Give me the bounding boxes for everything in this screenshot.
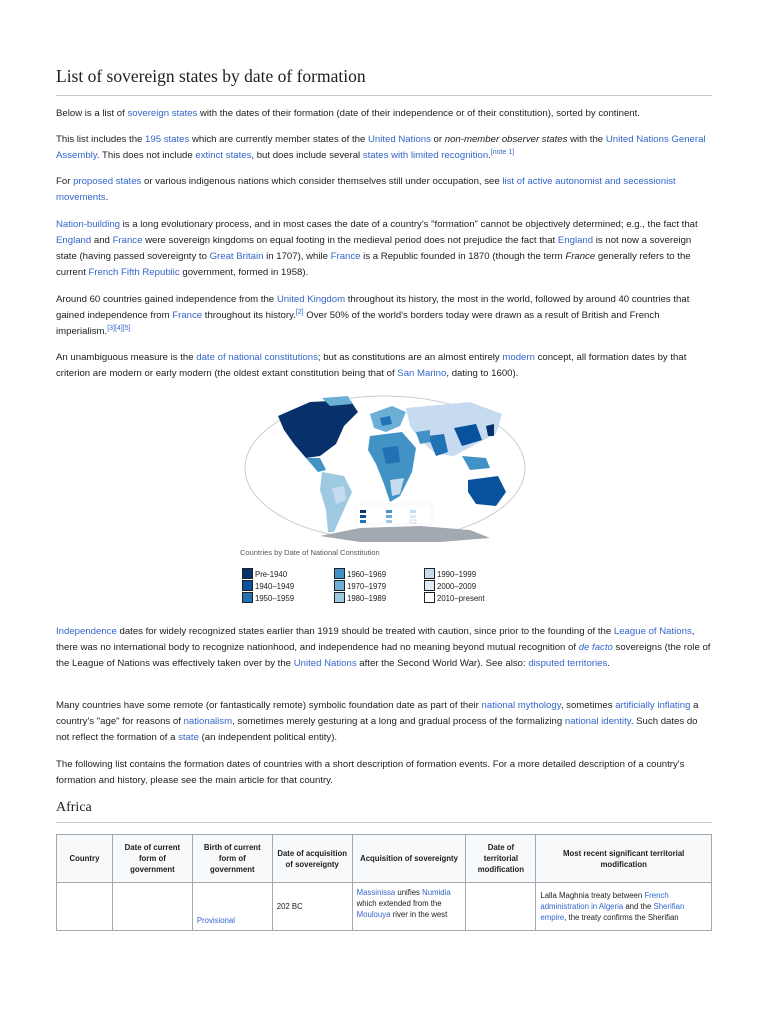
text: a country's "age" for reasons of	[56, 700, 699, 727]
intro-paragraph	[56, 106, 712, 122]
link-france[interactable]: France	[112, 235, 143, 246]
link-sherifian-empire[interactable]: Sherifian empire	[540, 902, 685, 922]
legend-swatch	[424, 568, 435, 579]
text: (an independent political entity).	[198, 732, 338, 743]
link-state[interactable]: state	[178, 732, 199, 743]
text: An unambiguous measure is the	[56, 352, 197, 363]
link-disputed-territories[interactable]: disputed territories	[528, 658, 608, 669]
cell-birth-government	[192, 883, 272, 931]
text: sovereigns (the role of the League of Nations was effectively taken over by the	[56, 642, 711, 669]
cell-country	[57, 883, 113, 931]
legend-swatch	[424, 592, 435, 603]
text: with the	[567, 134, 606, 145]
column-header-territorial-modification[interactable]: Most recent significant territorial modification	[536, 835, 712, 883]
link-united-nations-2[interactable]: United Nations	[293, 658, 357, 669]
independence-paragraph	[56, 292, 712, 340]
text: . This does not include	[96, 150, 196, 161]
scope-paragraph	[56, 132, 712, 164]
constitution-map-figure	[240, 392, 530, 603]
link-nation-building[interactable]: Nation-building	[56, 219, 120, 230]
link-united-nations[interactable]: United Nations	[367, 134, 431, 145]
page-title: List of sovereign states by date of formation	[56, 66, 712, 96]
text: , sometimes	[560, 700, 616, 711]
link-provisional[interactable]: Provisional	[196, 916, 235, 925]
world-map	[240, 392, 530, 544]
caution-paragraph	[56, 624, 712, 672]
legend-item-1960s	[334, 568, 386, 580]
text: is a Republic founded in 1870 (though the term	[360, 251, 566, 262]
text: generally refers to the current	[56, 251, 691, 278]
cell-date-acquisition: 202 BC	[272, 883, 352, 931]
legend-label: 2000–2009	[437, 582, 477, 591]
link-extinct-states[interactable]: extinct states	[195, 150, 252, 161]
text: The following list contains the formation dates of countries with a short description of formation events. For a more detailed description of a country's formation and history, please see the main article for that country.	[56, 759, 685, 786]
link-united-kingdom[interactable]: United Kingdom	[276, 294, 346, 305]
link-french-administration-algeria[interactable]: French administration in Algeria	[540, 891, 669, 911]
table-header-row	[57, 835, 712, 883]
nation-building-paragraph	[56, 217, 712, 281]
text: and the	[623, 902, 654, 911]
text: . Such dates do not reflect the formation of a	[56, 716, 698, 743]
legend-label: 1950–1959	[255, 594, 295, 603]
link-national-mythology[interactable]: national mythology	[481, 700, 561, 711]
text: after the Second World War). See also:	[356, 658, 529, 669]
legend-item-2010-present	[424, 592, 485, 604]
legend-swatch	[242, 592, 253, 603]
column-header-date-acquisition[interactable]: Date of acquisition of sovereignty	[272, 835, 352, 883]
column-header-date-territorial[interactable]: Date of territorial modification	[466, 835, 536, 883]
link-numidia[interactable]: Numidia	[422, 888, 451, 897]
link-england-2[interactable]: England	[557, 235, 594, 246]
legend-item-1990s	[424, 568, 476, 580]
link-de-facto[interactable]: de facto	[578, 642, 613, 653]
figure-caption: Countries by Date of National Constitution	[240, 548, 380, 557]
link-san-marino[interactable]: San Marino	[397, 368, 447, 379]
text: , the treaty confirms the Sherifian	[564, 913, 679, 922]
column-header-date-current-government[interactable]: Date of current form of government	[112, 835, 192, 883]
link-un-general-assembly[interactable]: United Nations General Assembly	[56, 134, 706, 161]
legend-swatch	[424, 580, 435, 591]
reference-2[interactable]: [2]	[295, 308, 304, 316]
legend-item-2000s	[424, 580, 476, 592]
link-great-britain[interactable]: Great Britain	[209, 251, 264, 262]
text: For	[56, 176, 74, 187]
cell-acquisition	[352, 883, 466, 931]
legend-label: 1940–1949	[255, 582, 295, 591]
mythology-paragraph	[56, 698, 712, 746]
text: Lalla Maghnia treaty between	[540, 891, 645, 900]
text: in 1707), while	[263, 251, 331, 262]
footnote-note-1[interactable]: [note 1]	[490, 148, 515, 156]
section-heading-africa: Africa	[56, 800, 712, 823]
link-sovereign-states[interactable]: sovereign states	[127, 108, 198, 119]
text: , there was no international body to recognize nationhood, and independence had no meaning beyond mutual recognition of	[56, 626, 695, 653]
legend-label: 2010–present	[437, 594, 485, 603]
link-limited-recognition[interactable]: states with limited recognition	[362, 150, 489, 161]
text: Many countries have some remote (or fantastically remote) symbolic foundation date as part of their	[56, 700, 482, 711]
legend-swatch	[334, 592, 345, 603]
link-england[interactable]: England	[56, 235, 92, 246]
link-proposed-states[interactable]: proposed states	[73, 176, 142, 187]
text: is a long evolutionary process, and in most cases the date of a country's "formation" cannot be objectively determined; e.g., the fact that	[120, 219, 698, 230]
text: , but does include several	[251, 150, 363, 161]
text: is not now a sovereign state (having passed sovereignty to	[56, 235, 692, 262]
text: with the dates of their formation (date of their independence or of their constitution), sorted by continent.	[197, 108, 640, 119]
legend-swatch	[334, 568, 345, 579]
cell-territorial-modification	[536, 883, 712, 931]
text: Over 50% of the world's borders today were drawn as a result of British and French imperialism.	[56, 310, 660, 337]
text: dates for widely recognized states earlier than 1919 should be treated with caution, since prior to the founding of the	[116, 626, 614, 637]
column-header-birth-current-government[interactable]: Birth of current form of government	[192, 835, 272, 883]
link-artificially-inflating[interactable]: artificially inflating	[615, 700, 691, 711]
legend-swatch	[242, 568, 253, 579]
legend-label: 1960–1969	[347, 570, 387, 579]
text: concept, all formation dates by that criterion are modern or early modern (the oldest extant constitution being that of	[56, 352, 687, 379]
text: Below is a list of	[56, 108, 128, 119]
text: This list includes the	[56, 134, 146, 145]
text: .	[488, 150, 491, 161]
text: which are currently member states of the	[189, 134, 368, 145]
column-header-country[interactable]: Country	[57, 835, 113, 883]
text: throughout its history.	[202, 310, 296, 321]
world-map-image[interactable]	[240, 392, 530, 544]
italic-text: France	[565, 251, 596, 262]
link-nationalism[interactable]: nationalism	[183, 716, 233, 727]
link-france-2[interactable]: France	[330, 251, 361, 262]
reference-3-4-5[interactable]: [3][4][5]	[107, 324, 131, 332]
link-195-states[interactable]: 195 states	[145, 134, 190, 145]
legend-item-1940s	[242, 580, 294, 592]
italic-text: non-member observer states	[444, 134, 568, 145]
proposed-states-paragraph	[56, 174, 712, 206]
link-league-of-nations[interactable]: League of Nations	[613, 626, 692, 637]
legend-label: 1980–1989	[347, 594, 387, 603]
africa-table	[56, 834, 712, 931]
legend-swatch	[242, 580, 253, 591]
table-row	[57, 883, 712, 931]
cell-date-current-government	[112, 883, 192, 931]
legend-label: Pre-1940	[255, 570, 288, 579]
text: unifies	[395, 888, 423, 897]
cell-date-territorial	[466, 883, 536, 931]
list-intro-paragraph	[56, 757, 712, 789]
text: or	[430, 134, 445, 145]
link-secessionist-movements[interactable]: list of active autonomist and secessionist movements	[56, 176, 676, 203]
link-massinissa[interactable]: Massinissa	[356, 888, 396, 897]
link-french-fifth-republic[interactable]: French Fifth Republic	[88, 267, 180, 278]
text: which extended from the	[356, 899, 442, 908]
link-national-constitutions[interactable]: date of national constitutions	[196, 352, 318, 363]
link-national-identity[interactable]: national identity	[564, 716, 631, 727]
text: ; but as constitutions are an almost entirely	[317, 352, 503, 363]
link-moulouya[interactable]: Moulouya	[356, 910, 391, 919]
text: river in the west	[390, 910, 448, 919]
legend-item-1980s	[334, 592, 386, 604]
legend-item-1950s	[242, 592, 294, 604]
legend-item-pre-1940	[242, 568, 287, 580]
text: and	[91, 235, 113, 246]
text: or various indigenous nations which consider themselves still under occupation, see	[141, 176, 503, 187]
column-header-acquisition[interactable]: Acquisition of sovereignty	[352, 835, 466, 883]
link-modern[interactable]: modern	[502, 352, 535, 363]
text: throughout its history, the most in the world, followed by around 40 countries that gained independence from	[56, 294, 690, 321]
constitutions-paragraph	[56, 350, 712, 382]
text: government, formed in 1958).	[179, 267, 309, 278]
legend-label: 1990–1999	[437, 570, 477, 579]
link-france-3[interactable]: France	[172, 310, 203, 321]
link-independence[interactable]: Independence	[56, 626, 117, 637]
text: .	[607, 658, 610, 669]
text: , dating to 1600).	[446, 368, 519, 379]
text: were sovereign kingdoms on equal footing in the medieval period does not prejudice the fact that	[142, 235, 558, 246]
legend-label: 1970–1979	[347, 582, 387, 591]
legend-swatch	[334, 580, 345, 591]
text: .	[105, 192, 109, 203]
text: Around 60 countries gained independence from the	[56, 294, 277, 305]
map-legend	[242, 568, 532, 604]
legend-item-1970s	[334, 580, 386, 592]
text: , sometimes merely gesturing at a long and gradual process of the formalizing	[232, 716, 565, 727]
